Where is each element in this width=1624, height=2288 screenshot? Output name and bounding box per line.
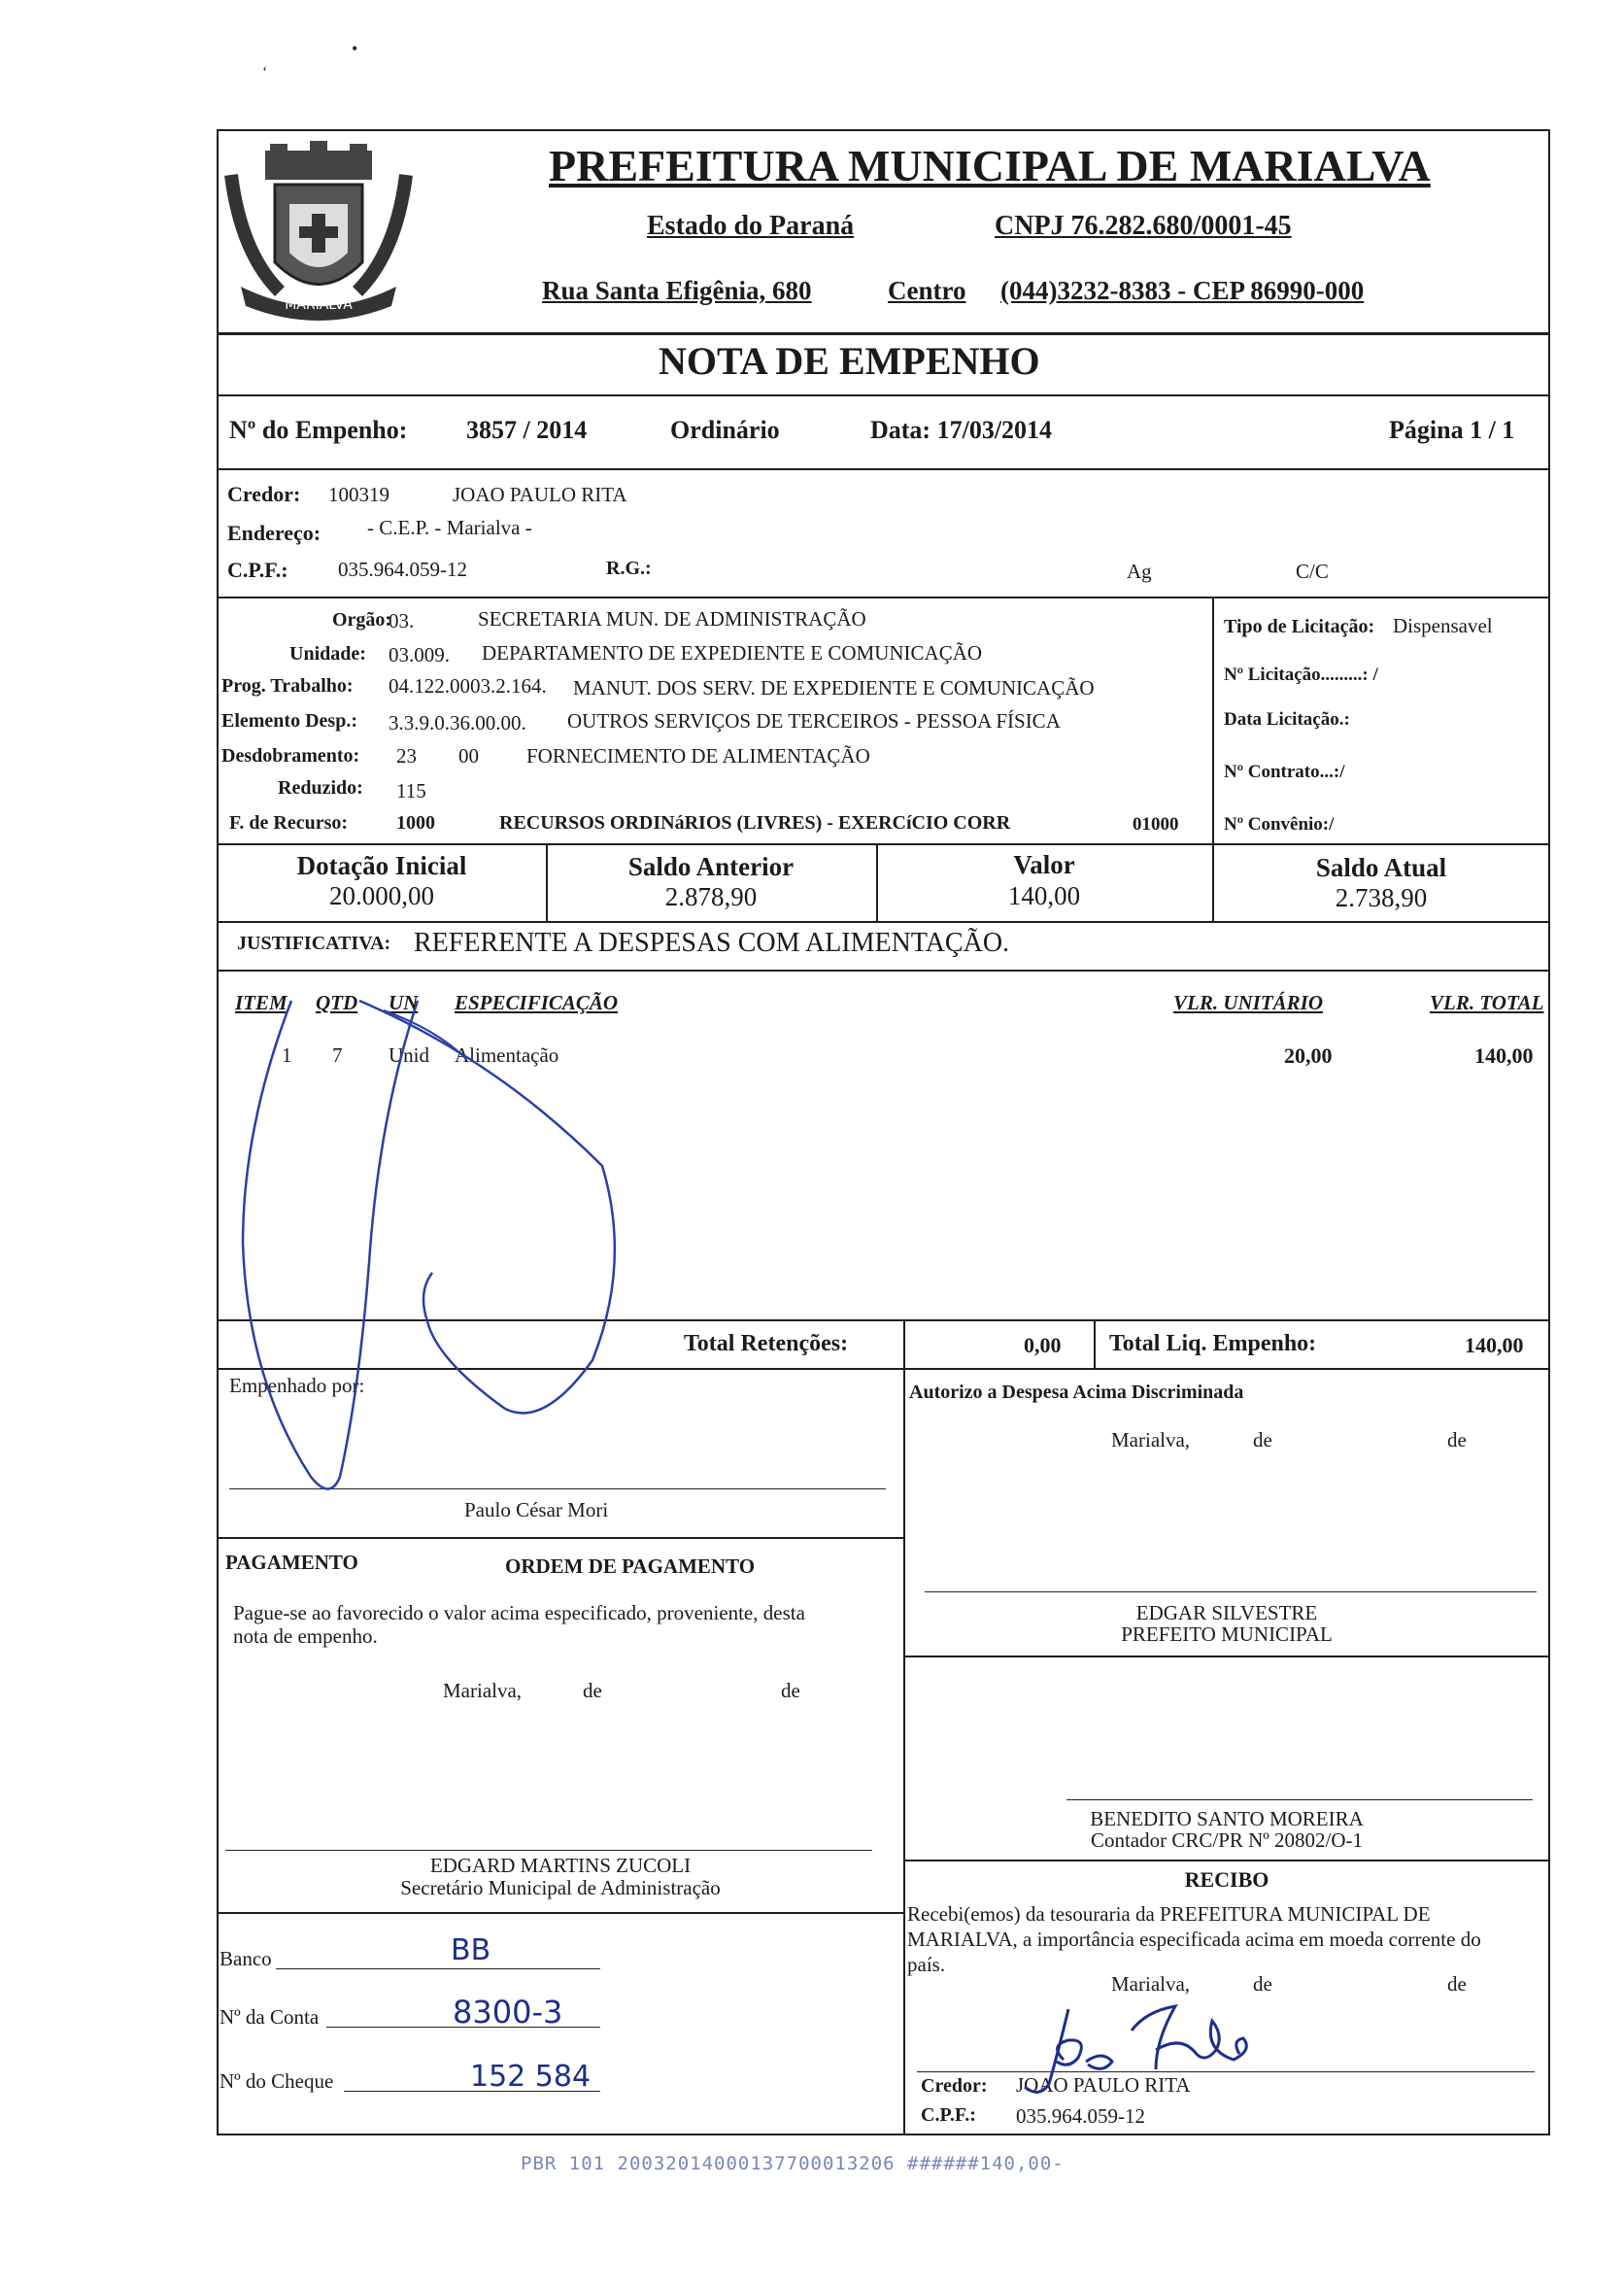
prog-label: Prog. Trabalho: — [221, 675, 354, 697]
pagamento-text-line1: Pague-se ao favorecido o valor acima especificado, proveniente, desta — [233, 1601, 805, 1624]
licitacao-data: Data Licitação.: — [1224, 709, 1350, 730]
empenho-number: 3857 / 2014 — [466, 416, 588, 444]
coat-of-arms-label: MARIALVA — [285, 297, 353, 313]
row-item: 1 — [282, 1043, 292, 1067]
unidade-label: Unidade: — [289, 643, 366, 665]
coat-of-arms-icon — [221, 136, 416, 330]
state-label: Estado do Paraná — [647, 211, 855, 241]
page-counter: Página 1 / 1 — [1389, 416, 1515, 444]
col-header-spec: ESPECIFICAÇÃO — [455, 991, 619, 1014]
mayor-title: PREFEITO MUNICIPAL — [1121, 1622, 1333, 1646]
retencoes-label: Total Retenções: — [684, 1331, 849, 1356]
conta-value: 8300-3 — [453, 1994, 563, 2031]
banco-value: BB — [451, 1933, 491, 1967]
dotacao-label: Dotação Inicial — [296, 851, 467, 880]
banco-label: Banco — [220, 1947, 272, 1970]
recurso-num: 01000 — [1133, 814, 1179, 835]
col-header-unit: VLR. UNITÁRIO — [1173, 991, 1324, 1014]
row-total: 140,00 — [1474, 1043, 1534, 1068]
liq-empenho-value: 140,00 — [1465, 1333, 1524, 1357]
recibo-credor-name: JOAO PAULO RITA — [1016, 2073, 1191, 2097]
autorizo-de1: de — [1253, 1428, 1272, 1451]
empenho-type: Ordinário — [670, 416, 780, 444]
empenhado-signer: Paulo César Mori — [464, 1498, 609, 1521]
col-header-total: VLR. TOTAL — [1430, 991, 1544, 1014]
endereco-label: Endereço: — [227, 521, 321, 545]
stray-mark: ʻ — [262, 64, 268, 81]
col-header-un: UN — [389, 991, 419, 1014]
credor-label: Credor: — [227, 482, 301, 506]
ordem-pagamento-label: ORDEM DE PAGAMENTO — [505, 1554, 756, 1578]
recibo-label: RECIBO — [1184, 1867, 1269, 1892]
cpf-value: 035.964.059-12 — [338, 558, 467, 581]
pagamento-de1: de — [583, 1679, 602, 1702]
pagamento-label: PAGAMENTO — [225, 1551, 358, 1574]
desdobramento-label: Desdobramento: — [221, 745, 360, 767]
cheque-value: 152 584 — [470, 2060, 592, 2094]
credor-name: JOAO PAULO RITA — [453, 483, 627, 506]
dotacao-value: 20.000,00 — [329, 881, 434, 910]
saldo-anterior-label: Saldo Anterior — [627, 852, 795, 881]
convenio-numero: Nº Convênio:/ — [1224, 814, 1335, 835]
accountant-title: Contador CRC/PR Nº 20802/O-1 — [1090, 1828, 1364, 1852]
cheque-label: Nº do Cheque — [220, 2069, 334, 2093]
stray-mark: • — [352, 39, 358, 58]
empenho-date: Data: 17/03/2014 — [870, 416, 1053, 444]
justificativa-label: JUSTIFICATIVA: — [237, 933, 391, 954]
recibo-de1: de — [1253, 1972, 1272, 1996]
recibo-cpf: 035.964.059-12 — [1016, 2104, 1145, 2128]
saldo-atual-label: Saldo Atual — [1315, 853, 1447, 882]
cc-label: C/C — [1296, 560, 1329, 583]
pagamento-de2: de — [781, 1679, 800, 1702]
reduzido-value: 115 — [396, 779, 426, 803]
district-label: Centro — [888, 276, 966, 305]
desdobramento-code: 23 — [396, 744, 417, 768]
autorizo-de2: de — [1447, 1428, 1467, 1451]
recibo-text-line1: Recebi(emos) da tesouraria da PREFEITURA MUNICIPAL DE — [907, 1902, 1431, 1926]
address-label: Rua Santa Efigênia, 680 — [542, 276, 812, 305]
credor-signature — [1010, 1992, 1282, 2099]
prog-code: 04.122.0003.2.164. — [389, 674, 547, 698]
recibo-text-line2: MARIALVA, a importância especificada acima em moeda corrente do — [907, 1928, 1481, 1951]
desdobramento-sub: 00 — [458, 744, 479, 768]
conta-label: Nº da Conta — [220, 2005, 320, 2029]
empenhado-label: Empenhado por: — [229, 1374, 365, 1397]
row-spec: Alimentação — [455, 1043, 559, 1067]
orgao-code: 03. — [389, 609, 415, 632]
recurso-code: 1000 — [396, 812, 435, 834]
row-un: Unid — [389, 1043, 429, 1067]
tipo-licitacao-label: Tipo de Licitação: — [1224, 616, 1375, 637]
orgao-desc: SECRETARIA MUN. DE ADMINISTRAÇÃO — [478, 607, 866, 631]
retencoes-value: 0,00 — [1024, 1333, 1062, 1357]
contrato-numero: Nº Contrato...:/ — [1224, 762, 1345, 782]
mayor-name: EDGAR SILVESTRE — [1135, 1601, 1318, 1624]
autorizo-place: Marialva, — [1111, 1428, 1191, 1451]
row-unit: 20,00 — [1284, 1043, 1333, 1068]
recibo-de2: de — [1447, 1972, 1467, 1996]
valor-value: 140,00 — [1007, 881, 1081, 910]
prog-desc: MANUT. DOS SERV. DE EXPEDIENTE E COMUNICAÇÃO — [573, 676, 1095, 700]
col-header-qtd: QTD — [316, 991, 358, 1014]
reduzido-label: Reduzido: — [278, 777, 363, 799]
recibo-text-line3: país. — [907, 1953, 946, 1976]
rg-label: R.G.: — [606, 558, 652, 579]
elemento-label: Elemento Desp.: — [221, 710, 357, 732]
autorizo-label: Autorizo a Despesa Acima Discriminada — [909, 1382, 1244, 1403]
recibo-cpf-label: C.P.F.: — [921, 2104, 976, 2126]
phone-cep-label: (044)3232-8383 - CEP 86990-000 — [1000, 276, 1365, 305]
tipo-licitacao-value: Dispensavel — [1393, 614, 1493, 637]
secretary-title: Secretário Municipal de Administração — [400, 1876, 721, 1899]
document-title: NOTA DE EMPENHO — [659, 339, 1040, 383]
licitacao-numero: Nº Licitação.........: / — [1224, 665, 1378, 685]
valor-label: Valor — [1013, 850, 1075, 879]
cpf-label: C.P.F.: — [227, 558, 288, 582]
orgao-label: Orgão: — [332, 609, 392, 631]
pagamento-place: Marialva, — [443, 1679, 523, 1702]
desdobramento-desc: FORNECIMENTO DE ALIMENTAÇÃO — [526, 744, 870, 768]
justificativa-text: REFERENTE A DESPESAS COM ALIMENTAÇÃO. — [414, 928, 1010, 958]
endereco-value: - C.E.P. - Marialva - — [367, 516, 532, 539]
recibo-credor-label: Credor: — [921, 2075, 988, 2097]
pagamento-text-line2: nota de empenho. — [233, 1624, 378, 1648]
unidade-desc: DEPARTAMENTO DE EXPEDIENTE E COMUNICAÇÃO — [482, 641, 983, 665]
liq-empenho-label: Total Liq. Empenho: — [1109, 1331, 1317, 1356]
cnpj-label: CNPJ 76.282.680/0001-45 — [995, 211, 1292, 241]
secretary-name: EDGARD MARTINS ZUCOLI — [429, 1854, 692, 1877]
recibo-place: Marialva, — [1111, 1972, 1191, 1996]
saldo-anterior-value: 2.878,90 — [664, 882, 758, 911]
row-qtd: 7 — [332, 1043, 343, 1067]
accountant-name: BENEDITO SANTO MOREIRA — [1090, 1807, 1364, 1830]
elemento-desc: OUTROS SERVIÇOS DE TERCEIROS - PESSOA FÍSICA — [567, 709, 1061, 733]
ag-label: Ag — [1127, 560, 1152, 583]
saldo-atual-value: 2.738,90 — [1335, 883, 1428, 912]
unidade-code: 03.009. — [389, 643, 450, 666]
col-header-item: ITEM — [235, 991, 288, 1014]
empenho-number-label: Nº do Empenho: — [229, 416, 408, 444]
page-title: PREFEITURA MUNICIPAL DE MARIALVA — [549, 141, 1431, 190]
recurso-label: F. de Recurso: — [229, 812, 349, 834]
footer-code: PBR 101 20032014000137700013206 ######140,00- — [521, 2153, 1065, 2174]
elemento-code: 3.3.9.0.36.00.00. — [389, 711, 526, 734]
credor-code: 100319 — [328, 483, 389, 506]
handwritten-mark — [223, 972, 631, 1516]
recurso-desc: RECURSOS ORDINáRIOS (LIVRES) - EXERCíCIO CORR — [499, 812, 1011, 834]
